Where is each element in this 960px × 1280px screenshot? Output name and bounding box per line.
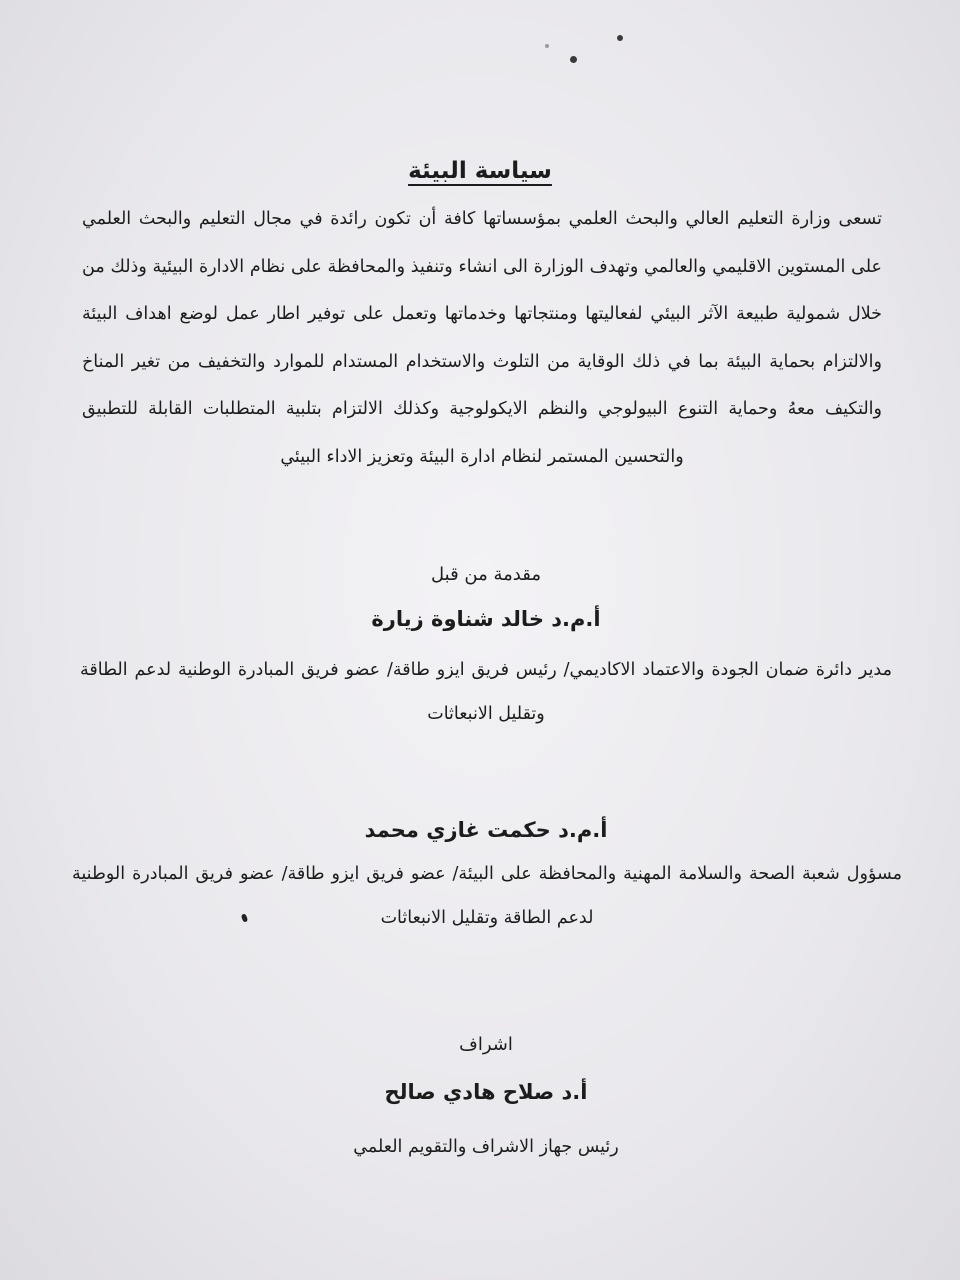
document-title: سياسة البيئة <box>408 158 552 184</box>
policy-paragraph: تسعى وزارة التعليم العالي والبحث العلمي بمؤسساتها كافة أن تكون رائدة في مجال التعليم والبحث العلمي على المستوين الاقليمي والعالمي وتهدف الوزارة الى انشاء وتنفيذ والمحافظة على نظام الادارة البيئية وذلك من خلال شمولية طبيعة الآثر البيئي لفعاليتها ومنتجاتها وخدماتها وتعمل على توفير اطار عمل لوضع اهداف البيئة والالتزام بحماية البيئة بما في ذلك الوقاية من التلوث والاستخدام المستدام للموارد والتخفيف من تغير المناخ والتكيف معهُ وحماية التنوع البيولوجي والنظم الايكولوجية وكذلك الالتزام بتلبية المتطلبات القابلة للتطبيق والتحسين المستمر لنظام ادارة البيئة وتعزيز الاداء البيئي <box>82 209 882 467</box>
punch-hole-mark <box>617 35 623 41</box>
presenter-2-role: مسؤول شعبة الصحة والسلامة المهنية والمحافظة على البيئة/ عضو فريق ايزو طاقة/ عضو فريق المبادرة الوطنية لدعم الطاقة وتقليل الانبعاثات <box>72 864 902 928</box>
supervisor-role: رئيس جهاز الاشراف والتقويم العلمي <box>353 1137 619 1157</box>
presenter-1-role: مدير دائرة ضمان الجودة والاعتماد الاكاديمي/ رئيس فريق ايزو طاقة/ عضو فريق المبادرة الوطنية لدعم الطاقة وتقليل الانبعاثات <box>80 660 892 724</box>
supervision-label: اشراف <box>459 1034 513 1055</box>
presenter-2-name: أ.م.د حكمت غازي محمد <box>364 818 608 842</box>
punch-hole-mark <box>545 44 549 48</box>
supervisor-name: أ.د صلاح هادي صالح <box>384 1080 588 1104</box>
presented-by-label: مقدمة من قبل <box>431 564 541 585</box>
presenter-1-name: أ.م.د خالد شناوة زيارة <box>371 607 601 631</box>
punch-hole-mark <box>570 56 577 63</box>
